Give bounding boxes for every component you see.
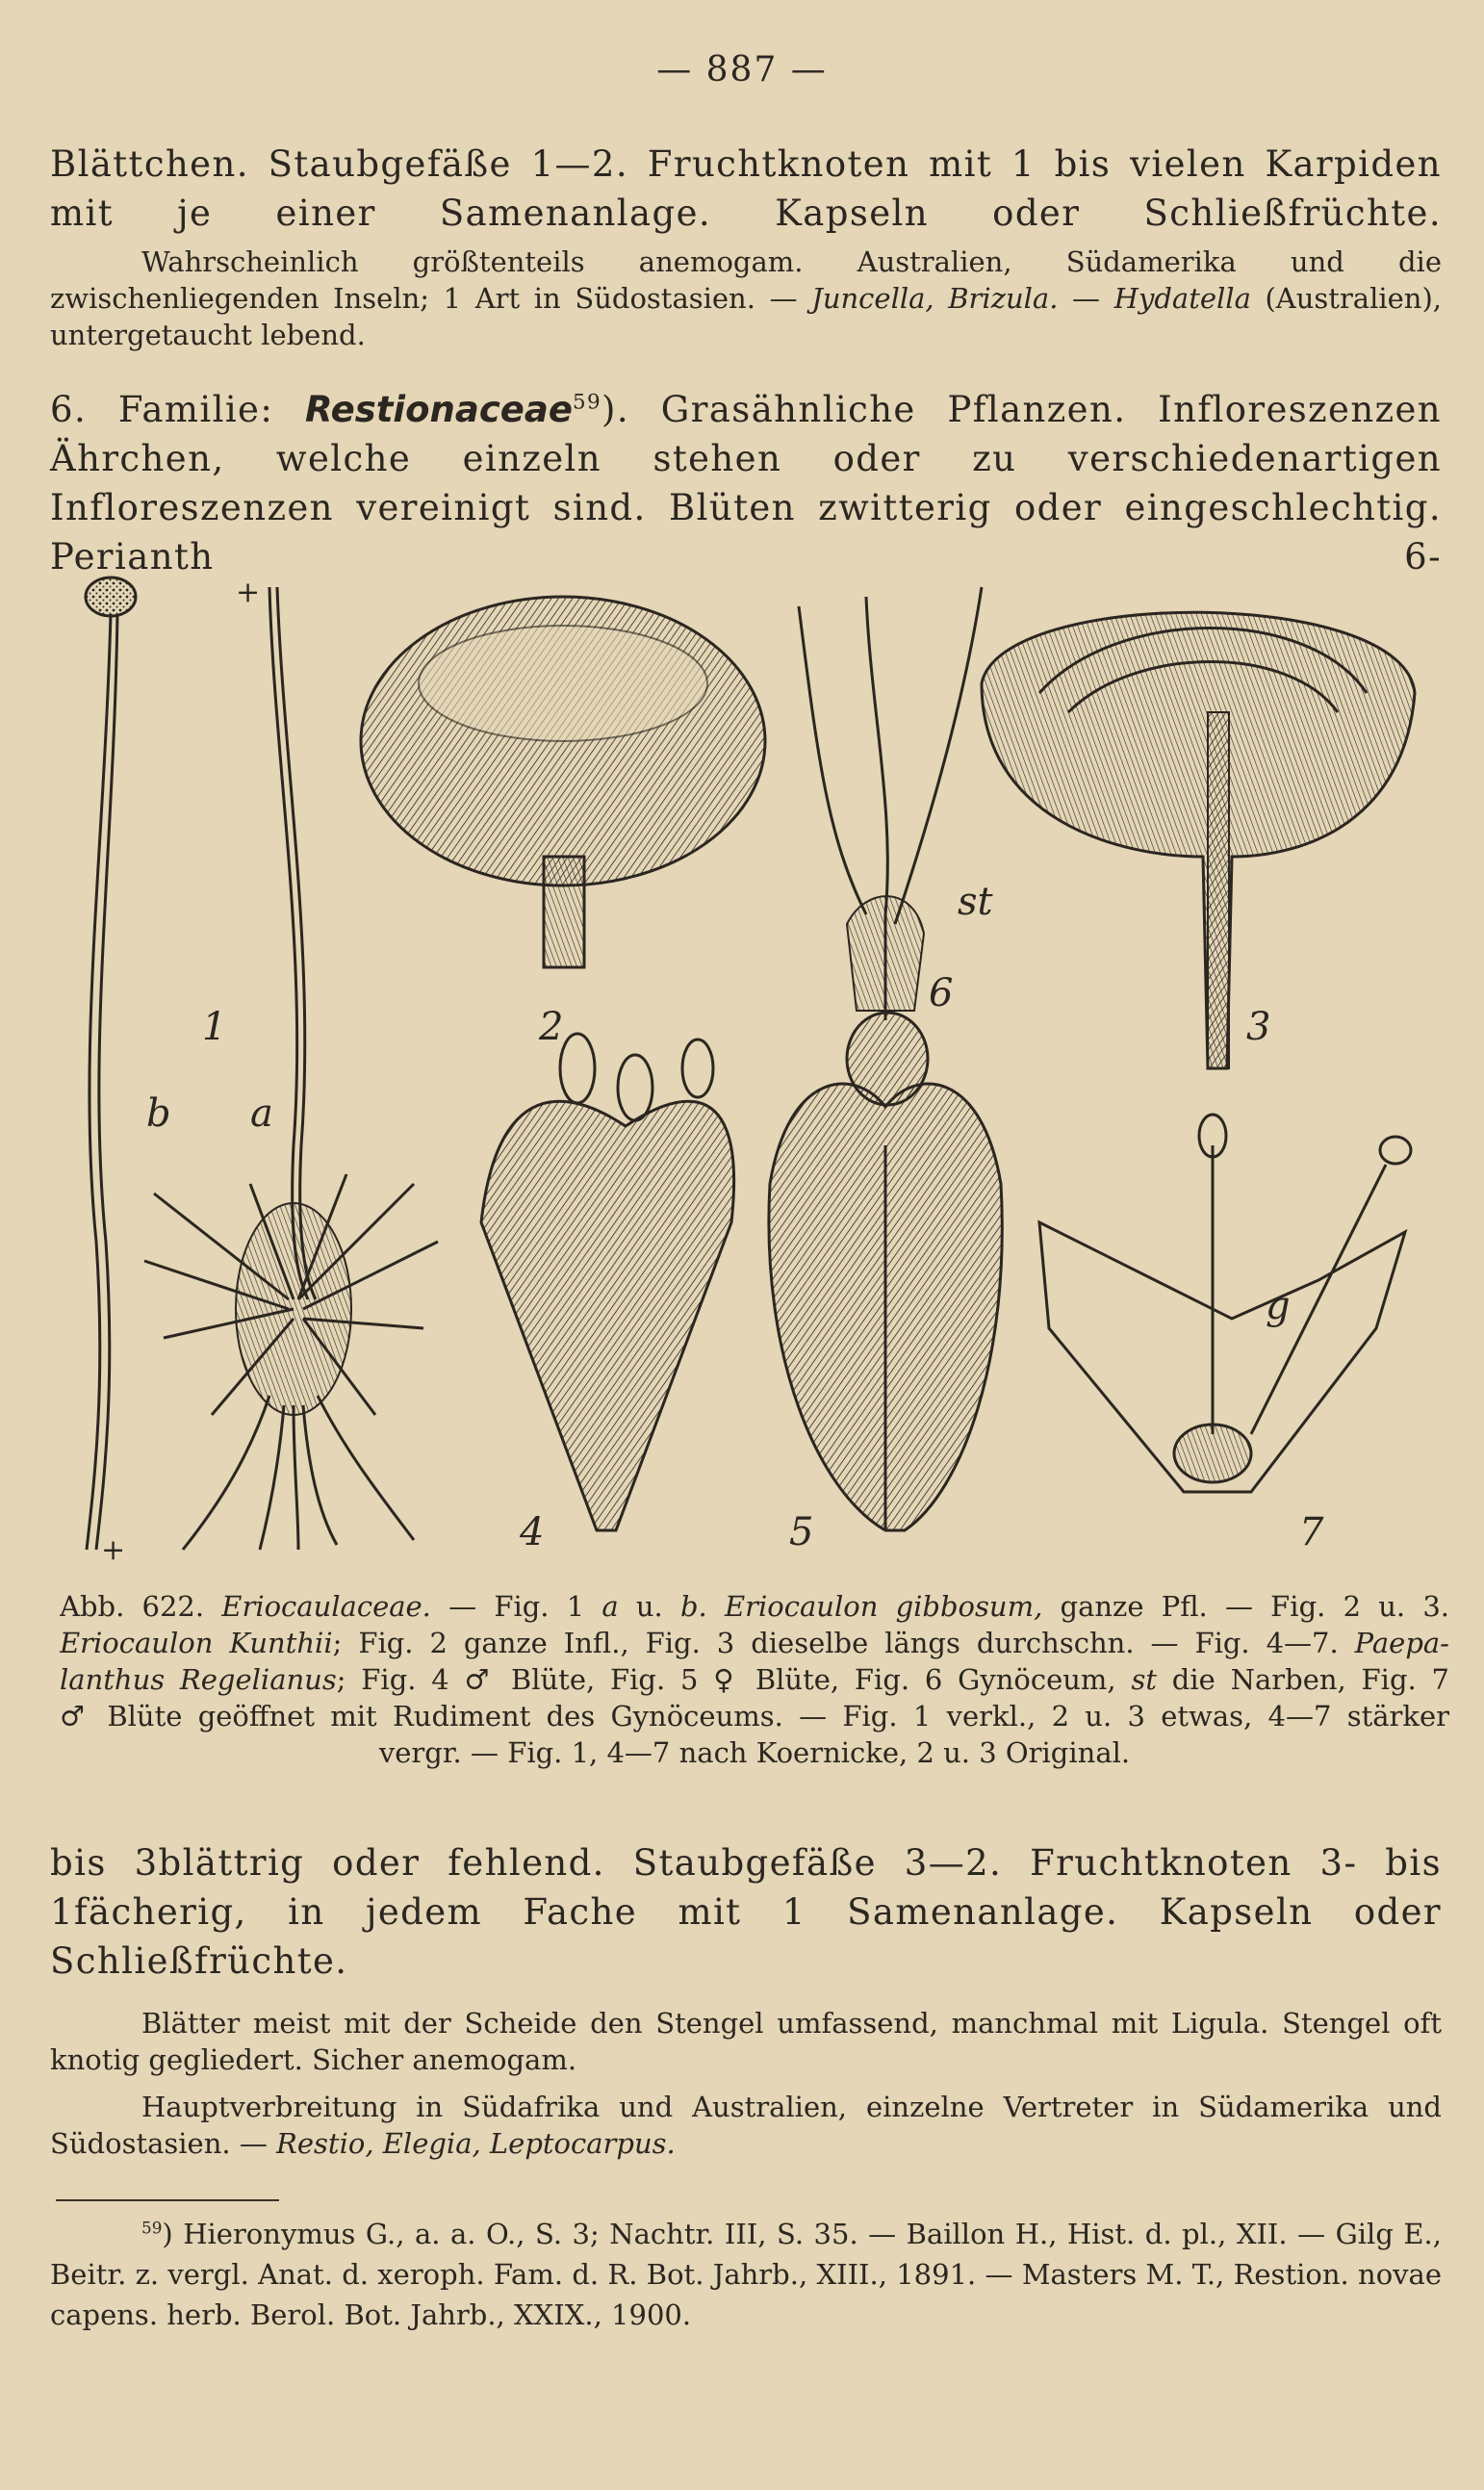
paragraph-mid: bis 3blättrig oder fehlend. Staubgefäße 3—2. Fruchtknoten 3- bis 1fächerig, in jedem Fache mit 1 Samenanlage. Kapseln oder Schließfrüchte.: [50, 1842, 1442, 1982]
paragraph-leaves: Blätter meist mit der Scheide den Stengel umfassend, manchmal mit Ligula. Stengel oft knotig gegliedert. Sicher anemogam.: [50, 2007, 1442, 2076]
family-label: 6. Familie:: [50, 389, 305, 430]
label-3: 3: [1246, 1005, 1271, 1049]
plant-fig-7: [1039, 1115, 1411, 1492]
label-2: 2: [539, 1005, 564, 1049]
paragraph-top: Blättchen. Staubgefäße 1—2. Fruchtknoten mit 1 bis vielen Karpiden mit je einer Samenanlage. Kapseln oder Schließfrüchte.: [50, 143, 1442, 234]
text-run: u.: [618, 1590, 680, 1623]
text-run: —: [1058, 282, 1114, 315]
caption-line-5: vergr. — Fig. 1, 4—7 nach Koernicke, 2 u. 3 Original.: [378, 1736, 1131, 1769]
genus-names: Juncella, Brizula.: [811, 282, 1059, 315]
figure-caption: [60, 1588, 1449, 1771]
text-run: ; Fig. 4 ♂ Blüte, Fig. 5 ♀ Blüte, Fig. 6 Gynöceum,: [336, 1663, 1132, 1696]
text-run: b.: [679, 1590, 707, 1623]
text-run: ; Fig. 2 ganze Infl., Fig. 3 dieselbe längs durchschn. — Fig. 4—7.: [332, 1627, 1355, 1659]
genus-name: Hydatella: [1113, 282, 1251, 315]
genus-names: Restio, Elegia, Leptocarpus.: [276, 2127, 676, 2160]
label-6: 6: [929, 971, 954, 1015]
caption-line-3: [60, 1661, 1449, 1698]
text-run: Wahrscheinlich größtenteils anemogam. Australien, Südamerika und die zwischenliegenden Inseln; 1 Art in Südostasien. —: [50, 245, 1442, 315]
text-run: ganze Pfl. — Fig. 2 u. 3.: [1042, 1590, 1449, 1623]
plant-fig-4: [481, 1034, 734, 1530]
footnote-number: 59: [141, 2218, 163, 2238]
page-number: — 887 —: [656, 50, 828, 90]
label-b: b: [146, 1091, 171, 1136]
label-g: g: [1266, 1284, 1291, 1328]
plant-fig-2: [361, 597, 765, 967]
text-run: (Australien), untergetaucht lebend.: [50, 282, 1443, 351]
text-run: Eriocaulon Kunthii: [60, 1627, 333, 1659]
label-4: 4: [520, 1510, 545, 1554]
caption-line-1: [60, 1588, 1449, 1625]
label-st: st: [958, 880, 993, 924]
text-run: Eriocaulon gibbosum,: [725, 1590, 1043, 1623]
label-a: a: [250, 1091, 273, 1136]
label-plus-top: +: [236, 576, 261, 609]
text-run: Hauptverbreitung in Südafrika und Australien, einzelne Vertreter in Südamerika und Südostasien. —: [50, 2091, 1442, 2160]
plant-fig-6: [799, 587, 982, 1105]
caption-line-4: ♂ Blüte geöffnet mit Rudiment des Gynöceums. — Fig. 1 verkl., 2 u. 3 etwas, 4—7 stärker: [60, 1700, 1449, 1733]
text-run: a: [601, 1590, 619, 1623]
text-run: — Fig. 1: [430, 1590, 602, 1623]
text-run: Eriocaulaceae.: [221, 1590, 431, 1623]
label-1: 1: [202, 1005, 227, 1049]
text-run: st: [1131, 1663, 1157, 1696]
text-run: Abb. 622.: [60, 1590, 222, 1623]
paragraph-distribution: [50, 244, 1442, 353]
footnote-ref: 59: [572, 390, 602, 415]
label-5: 5: [789, 1510, 814, 1554]
footnote-text: ) Hieronymus G., a. a. O., S. 3; Nachtr. III, S. 35. — Baillon H., Hist. d. pl., XII. — Gilg E., Beitr. z. vergl. Anat. d. xeroph. Fam. d. R. Bot. Jahrb., XIII., 1891. — Masters M. T., Restion. novae capens. herb. Berol. Bot. Jahrb., XXIX., 1900.: [50, 2218, 1442, 2331]
paragraph-distribution-2: [50, 2089, 1442, 2162]
text-run: [707, 1590, 725, 1623]
footnote-rule: [56, 2199, 279, 2201]
family-name: Restionaceae: [304, 389, 573, 430]
text-run: die Narben, Fig. 7: [1157, 1663, 1449, 1696]
footnote: [50, 2214, 1442, 2335]
text-run: lanthus Regelianus: [60, 1663, 337, 1696]
figure-illustration: [58, 568, 1434, 1588]
text-run: Paepa-: [1354, 1627, 1449, 1659]
plant-fig-3: [982, 612, 1415, 1068]
plant-fig-5: [769, 1084, 1002, 1530]
paragraph-family: [50, 385, 1442, 581]
family-description: ). Grasähnliche Pflanzen. Infloreszenzen Ährchen, welche einzeln stehen oder zu verschiedenartigen Infloreszenzen vereinigt sind. Blüten zwitterig oder eingeschlechtig. Perianth 6-: [50, 389, 1442, 578]
label-7: 7: [1299, 1510, 1324, 1554]
label-plus-bottom: +: [101, 1533, 126, 1567]
caption-line-2: [60, 1625, 1449, 1661]
